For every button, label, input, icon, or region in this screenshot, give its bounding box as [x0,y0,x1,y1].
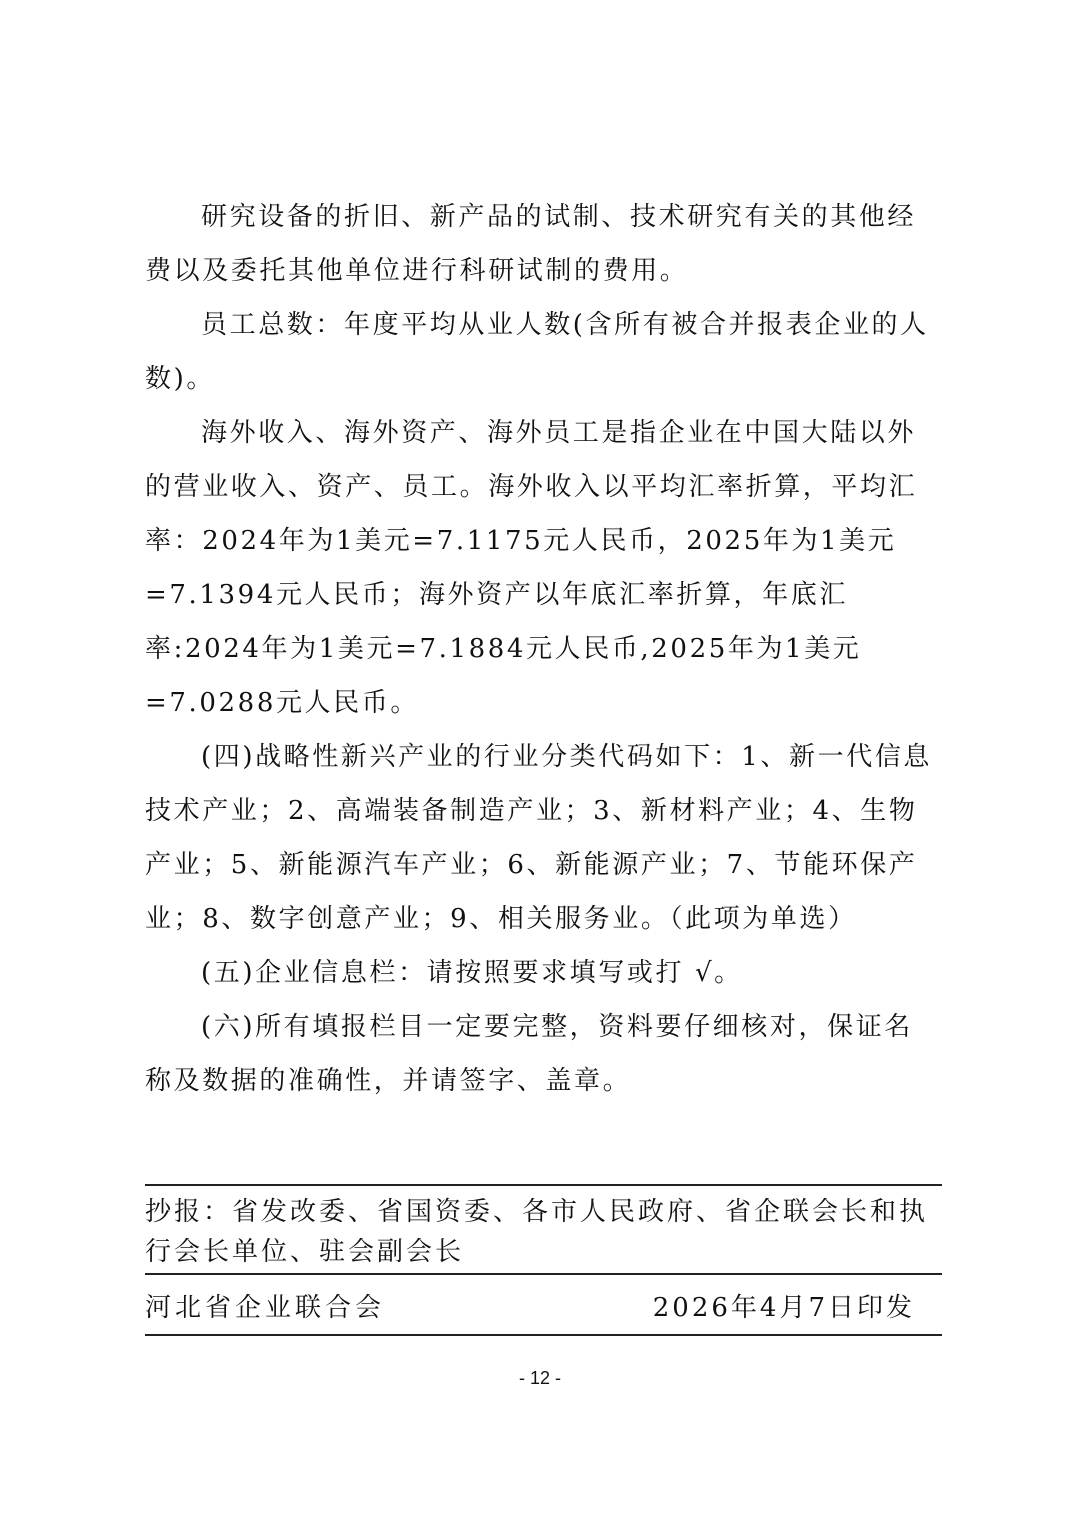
cc-recipients: 抄报：省发改委、省国资委、各市人民政府、省企联会长和执行会长单位、驻会副会长 [145,1197,929,1267]
paragraph-overseas: 海外收入、海外资产、海外员工是指企业在中国大陆以外的营业收入、资产、员工。海外收入以平均汇率折算，平均汇率：2024年为1美元=7.1175元人民币，2025年为1美元=7.1394元人民币；海外资产以年底汇率折算，年底汇率:2024年为1美元=7.1884元人民币,2025年为1美元=7.0288元人民币。 [145,418,918,718]
page-number: - 12 - [518,1368,561,1388]
paragraph-completeness: (六)所有填报栏目一定要完整，资料要仔细核对，保证名称及数据的准确性，并请签字、盖章。 [145,1012,913,1096]
divider-top [145,1184,942,1186]
divider-bottom [145,1334,942,1336]
issuing-organization: 河北省企业联合会 [145,1293,386,1323]
paragraph-info-column: (五)企业信息栏：请按照要求填写或打 √。 [201,958,743,988]
paragraph-employee-total: 员工总数：年度平均从业人数(含所有被合并报表企业的人数)。 [145,310,929,394]
divider-middle [145,1273,942,1275]
body-text [145,190,937,1108]
issue-date: 2026年4月7日印发 [652,1293,915,1323]
paragraph-expense-definition: 研究设备的折旧、新产品的试制、技术研究有关的其他经费以及委托其他单位进行科研试制的费用。 [145,202,917,286]
paragraph-industry-codes: (四)战略性新兴产业的行业分类代码如下：1、新一代信息技术产业；2、高端装备制造产业；3、新材料产业；4、生物产业；5、新能源汽车产业；6、新能源产业；7、节能环保产业；8、数字创意产业；9、相关服务业。（此项为单选） [145,742,933,934]
